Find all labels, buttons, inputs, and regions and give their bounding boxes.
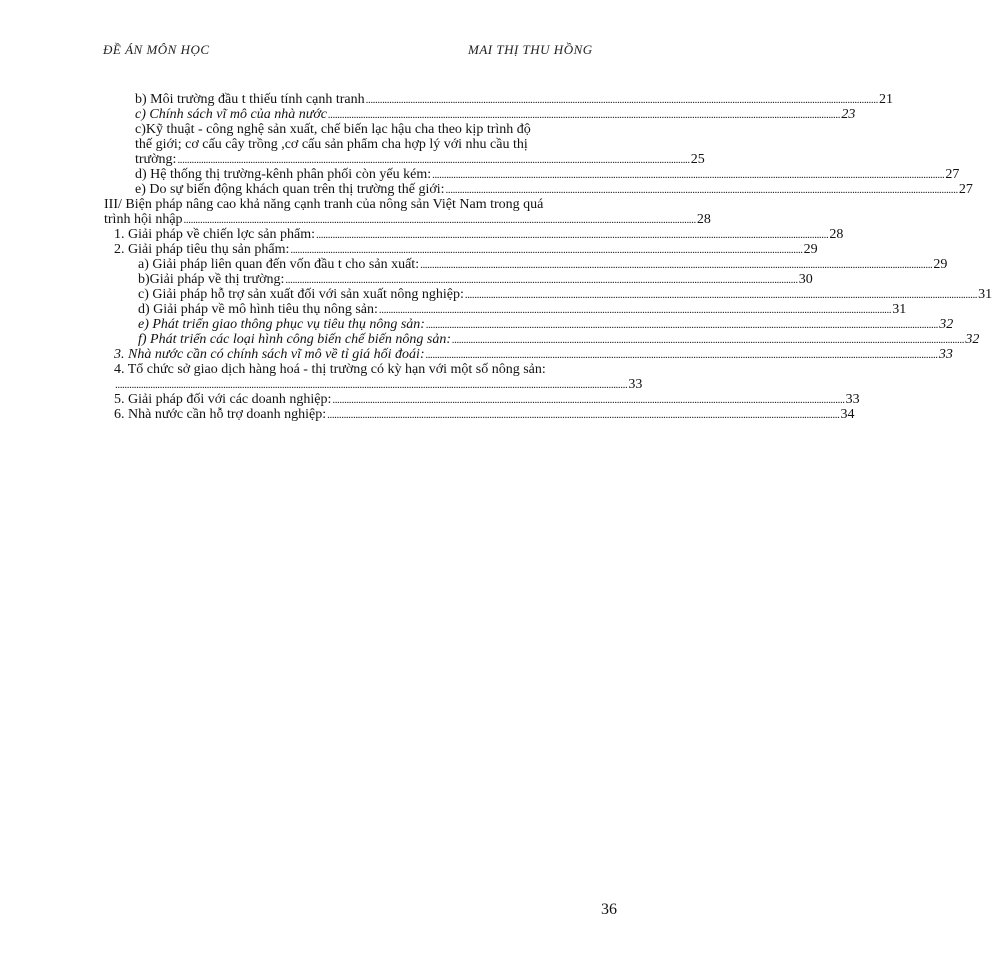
toc-entry-label: trường: [135,152,177,167]
toc-entry-s2 [104,242,818,257]
toc-entry-label: 5. Giải pháp đối với các doanh nghiệp: [114,392,332,407]
toc-entry-s2f [104,332,980,347]
toc-entry-label: a) Giải pháp liên quan đến vốn đầu t cho sản xuất: [138,257,420,272]
toc-entry-page: 33 [628,377,643,392]
toc-entry-label: trình hội nhập [104,212,183,227]
toc-entry-page: 29 [933,257,948,272]
toc-entry-s6 [104,407,855,422]
toc-entry-label: 3. Nhà nước cần có chính sách vĩ mô về tỉ giá hối đoái: [114,347,425,362]
toc-entry-s4-line1: 4. Tổ chức sở giao dịch hàng hoá - thị trường có kỳ hạn với một số nông sản: [114,362,546,377]
toc-leader-dots: .......................................................................................................................................................................................................................... [327,409,840,421]
toc-leader-dots: .......................................................................................................................................................................................................................... [445,184,958,196]
toc-entry-page: 32 [939,317,954,332]
toc-leader-dots: .......................................................................................................................................................................................................................... [452,334,965,346]
toc-entry-s5 [104,392,860,407]
toc-entry-ky-thuat [104,152,705,167]
toc-leader-dots: .......................................................................................................................................................................................................................... [464,289,978,301]
toc-entry-label: f) Phát triển các loại hình công biến chế biến nông sản: [138,332,451,347]
toc-entry-page: 25 [690,152,705,167]
toc-leader-dots: .......................................................................................................................................................................................................................... [183,214,696,226]
toc-entry-s1 [104,227,844,242]
header-author-name: MAI THỊ THU HỒNG [468,42,593,57]
toc-entry-page: 34 [840,407,855,422]
toc-entry-label: b)Giải pháp về thị trường: [138,272,285,287]
toc-leader-dots: .......................................................................................................................................................................................................................... [432,169,945,181]
toc-leader-dots: .......................................................................................................................................................................................................................... [378,304,892,316]
toc-entry-label: e) Phát triển giao thông phục vụ tiêu thụ nông sản: [138,317,425,332]
toc-leader-dots: .......................................................................................................................................................................................................................... [365,94,878,106]
toc-entry-page: 27 [958,182,973,197]
toc-leader-dots: .......................................................................................................................................................................................................................... [316,229,829,241]
toc-entry-label: 6. Nhà nước cần hỗ trợ doanh nghiệp: [114,407,327,422]
toc-entry-bien-dong [104,182,973,197]
toc-leader-dots: .......................................................................................................................................................................................................................... [328,109,841,121]
toc-entry-chinh-sach [104,107,856,122]
toc-leader-dots: .......................................................................................................................................................................................................................... [285,274,798,286]
toc-section3-line1: III/ Biện pháp nâng cao khả năng cạnh tranh của nông sản Việt Nam trong quá [104,197,544,212]
toc-leader-dots: .......................................................................................................................................................................................................................... [177,154,690,166]
toc-entry-he-thong [104,167,960,182]
toc-entry-s2b [104,272,813,287]
header-course-title: ĐỀ ÁN MÔN HỌC [103,42,210,57]
toc-entry-s2c [104,287,992,302]
toc-entry-page: 32 [965,332,980,347]
toc-section3 [104,212,711,227]
toc-entry-ky-thuat-line1: c)Kỹ thuật - công nghệ sản xuất, chế biến lạc hậu cha theo kịp trình độ [135,122,531,137]
toc-entry-page: 29 [803,242,818,257]
toc-entry-label: 2. Giải pháp tiêu thụ sản phẩm: [114,242,290,257]
toc-entry-page: 33 [938,347,953,362]
page-number: 36 [601,901,617,918]
toc-leader-dots: .......................................................................................................................................................................................................................... [290,244,803,256]
toc-entry-s4 [104,377,643,392]
toc-entry-page: 30 [798,272,813,287]
toc-entry-ky-thuat-line2: thế giới; cơ cấu cây trồng ,cơ cấu sản phẩm cha hợp lý với nhu cầu thị [135,137,528,152]
toc-entry-label: b) Môi trường đầu t thiếu tính cạnh tranh [135,92,365,107]
toc-entry-label: d) Hệ thống thị trường-kênh phân phối còn yếu kém: [135,167,432,182]
toc-entry-page: 28 [696,212,711,227]
toc-entry-s2e [104,317,954,332]
toc-entry-page: 31 [892,302,907,317]
table-of-contents [104,92,992,422]
toc-entry-page: 21 [878,92,893,107]
toc-leader-dots: .......................................................................................................................................................................................................................... [425,349,938,361]
toc-leader-dots: .......................................................................................................................................................................................................................... [420,259,933,271]
toc-leader-dots: .......................................................................................................................................................................................................................... [332,394,845,406]
toc-entry-label: d) Giải pháp về mô hình tiêu thụ nông sản: [138,302,378,317]
toc-entry-s2a [104,257,948,272]
toc-entry-page: 23 [841,107,856,122]
toc-entry-page: 31 [978,287,992,302]
toc-leader-dots: .......................................................................................................................................................................................................................... [425,319,939,331]
toc-entry-label: c) Chính sách vĩ mô của nhà nước [135,107,328,122]
toc-entry-s3 [104,347,953,362]
toc-leader-dots: .......................................................................................................................................................................................................................... [115,379,628,391]
toc-entry-label: 1. Giải pháp về chiến lợc sản phẩm: [114,227,316,242]
toc-entry-s2d [104,302,907,317]
toc-entry-page: 27 [945,167,960,182]
toc-entry-page: 28 [829,227,844,242]
toc-entry-label: e) Do sự biến động khách quan trên thị trường thế giới: [135,182,445,197]
toc-entry-page: 33 [845,392,860,407]
toc-entry-moi-truong [104,92,893,107]
toc-entry-label: c) Giải pháp hỗ trợ sản xuất đối với sản xuất nông nghiệp: [138,287,464,302]
